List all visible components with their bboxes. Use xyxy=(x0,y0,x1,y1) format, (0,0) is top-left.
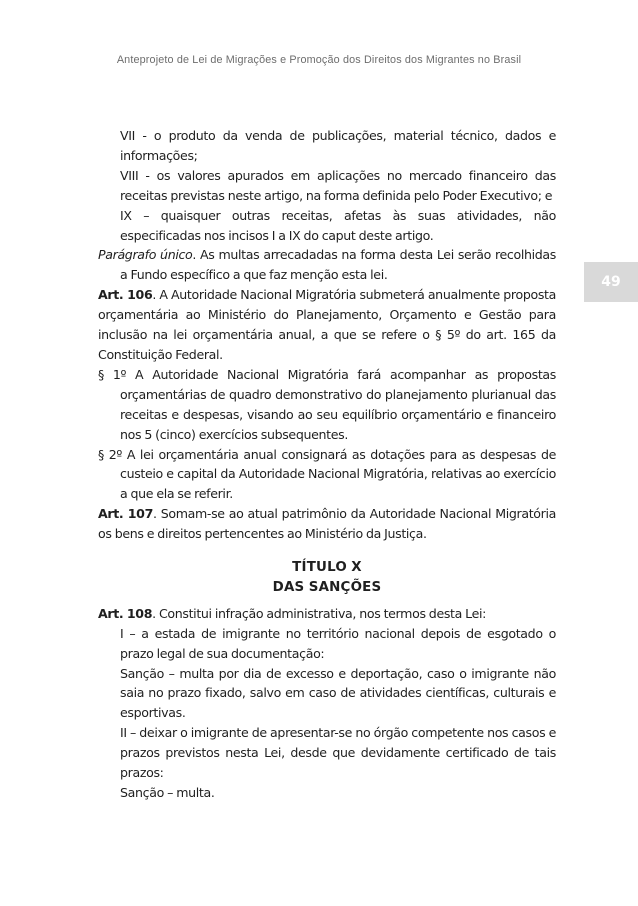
art-108-text: . Constitui infração administrativa, nos termos desta Lei: xyxy=(152,605,487,621)
art-107-label: Art. 107 xyxy=(98,506,154,522)
art-108-label: Art. 108 xyxy=(98,605,153,621)
art-108-item-i: I – a estada de imigrante no território nacional depois de esgotado o prazo legal de sua documentação: xyxy=(120,625,556,661)
title-line-1: TÍTULO X xyxy=(292,560,362,576)
title-line-2: DAS SANÇÕES xyxy=(272,579,382,595)
art-106-text: . A Autoridade Nacional Migratória submeterá anualmente proposta orçamentária ao Ministério do Planejamento, Orçamento e Gestão para inclusão na lei orçamentária anual, a que se refere o § 5º do art. 165 da Constituição Federal. xyxy=(98,287,556,362)
art-107 xyxy=(98,504,556,544)
paragrafo-unico xyxy=(98,245,556,285)
item-viii: VIII - os valores apurados em aplicações no mercado financeiro das receitas previstas neste artigo, na forma definida pelo Poder Executivo; e xyxy=(120,167,556,203)
running-header: Anteprojeto de Lei de Migrações e Promoção dos Direitos dos Migrantes no Brasil xyxy=(116,54,522,66)
section-title xyxy=(98,558,556,598)
art-108-item-i-sancao: Sanção – multa por dia de excesso e deportação, caso o imigrante não saia no prazo fixado, salvo em caso de atividades científicas, culturais e esportivas. xyxy=(120,665,556,721)
art-106 xyxy=(98,285,556,365)
art-106-label: Art. 106 xyxy=(98,287,153,303)
page-number: 49 xyxy=(601,274,621,290)
item-ix: IX – quaisquer outras receitas, afetas às suas atividades, não especificadas nos incisos I a IX do caput deste artigo. xyxy=(120,207,556,243)
page-number-tab xyxy=(584,262,638,302)
art-106-paragraph-2: § 2º A lei orçamentária anual consignará as dotações para as despesas de custeio e capital da Autoridade Nacional Migratória, relativas ao exercício a que ela se referir. xyxy=(98,446,556,502)
item-vii: VII - o produto da venda de publicações, material técnico, dados e informações; xyxy=(120,128,556,163)
page-body xyxy=(98,126,556,803)
art-107-text: . Somam-se ao atual patrimônio da Autoridade Nacional Migratória os bens e direitos pertencentes ao Ministério da Justiça. xyxy=(98,506,556,542)
art-106-paragraph-1: § 1º A Autoridade Nacional Migratória fará acompanhar as propostas orçamentárias de quadro demonstrativo do planejamento plurianual das receitas e despesas, visando ao seu equilíbrio orçamentário e financeiro nos 5 (cinco) exercícios subsequentes. xyxy=(98,366,556,442)
art-108-item-ii: II – deixar o imigrante de apresentar-se no órgão competente nos casos e prazos previstos nesta Lei, desde que devidamente certificado de tais prazos: xyxy=(120,725,556,781)
paragrafo-unico-label: Parágrafo único xyxy=(98,247,193,263)
art-108 xyxy=(98,604,556,624)
paragrafo-unico-text: . As multas arrecadadas na forma desta Lei serão recolhidas a Fundo específico a que faz menção esta lei. xyxy=(120,247,556,283)
art-108-item-ii-sancao: Sanção – multa. xyxy=(120,785,215,800)
